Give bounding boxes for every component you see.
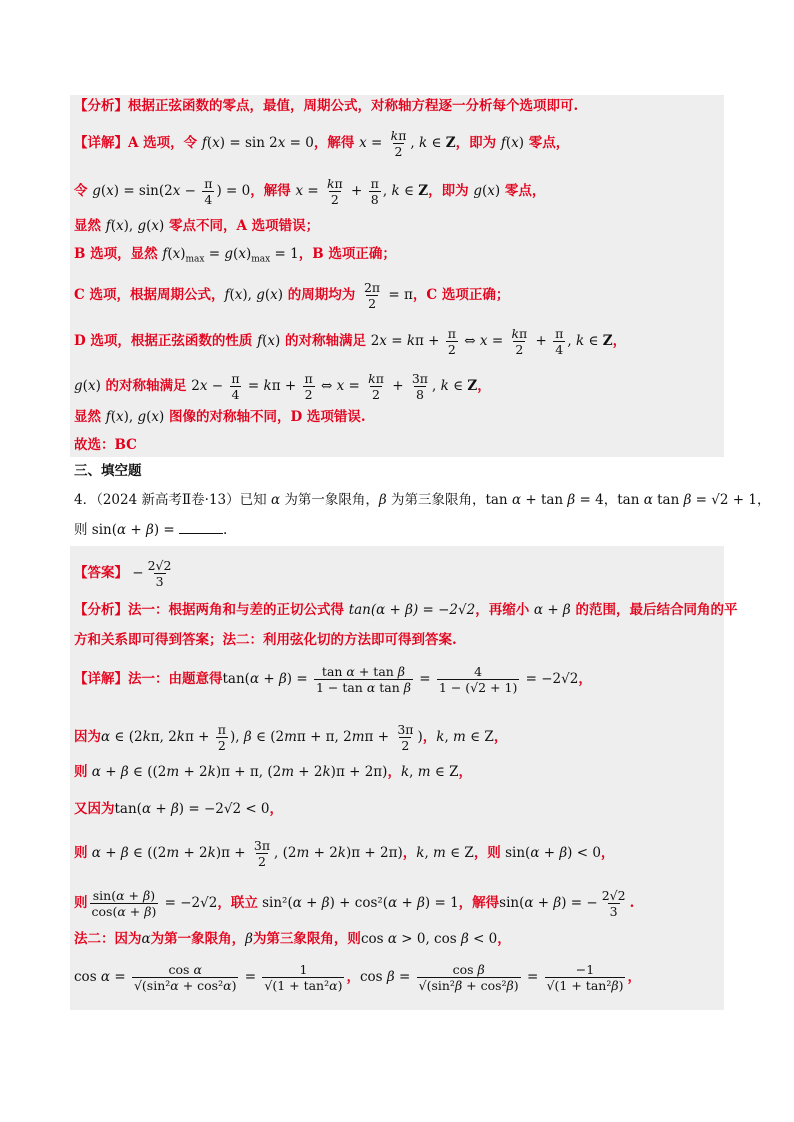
answer-line: 【答案】 − $\frac{2√2}{3}$ [74, 558, 172, 589]
detail-line-a-wrong: 显然 f(x), g(x) 零点不同，A 选项错误； [74, 218, 320, 234]
choice-line: 故选：BC [74, 437, 137, 453]
detail-line-d-wrong: 显然 f(x), g(x) 图像的对称轴不同，D 选项错误. [74, 409, 366, 425]
section-title: 三、填空题 [74, 463, 142, 479]
detail2-line-7: 法二：因为α为第一象限角，β为第三象限角，则cos α > 0, cos β < 0， [74, 931, 511, 947]
detail-line-d: D 选项，根据正弦函数的性质 f(x) 的对称轴满足 2x = kπ + $\frac{\pi}{2}$ ⇔ x = $\frac{k\pi}{2}$ + $\frac{\pi}{4}$ , k ∈ Z， [74, 326, 627, 357]
detail-line-g-zero: 令 g(x) = sin(2x − $\frac{\pi}{4}$ ) = 0，解得 x = $\frac{k\pi}{2}$ + $\frac{\pi}{8}$ , k ∈ Z，即为 g(x) 零点， [74, 176, 546, 207]
detail2-line-5: 则 α + β ∈ ((2m + 2k)π + $\frac{3\pi}{2}$ , (2m + 2k)π + 2π)，k, m ∈ Z，则 sin(α + β) < 0， [74, 838, 615, 869]
detail-line-a: 【详解】A 选项，令 f(x) = sin 2x = 0，解得 x = $\frac{k\pi}{2}$ , k ∈ Z，即为 f(x) 零点， [74, 128, 570, 159]
detail2-line-2: 因为α ∈ (2kπ, 2kπ + $\frac{\pi}{2}$ ), β ∈ (2mπ + π, 2mπ + $\frac{3\pi}{2}$ )，k, m ∈ Z， [74, 722, 508, 753]
detail-line-b: B 选项，显然 $f(x)_{max} = g(x)_{max} = 1$，B 选项正确； [74, 246, 396, 265]
detail-line-c: C 选项，根据周期公式，f(x), g(x) 的周期均为 $\frac{2\pi}{2}$ = π，C 选项正确； [74, 280, 510, 311]
detail2-line-8: cos α = $\frac{\text{cos α}}{\text{√(sin²α + cos²α)}}$ = $\frac{1}{\text{√(1 + tan²α)}}$ ，cos β = $\frac{\text{cos β}}{\text{√(sin²β + cos²β)}}$ = $\frac{-1}{\text{√(1 + tan²β)}}$ ， [74, 962, 641, 993]
analysis-line: 【分析】根据正弦函数的零点，最值，周期公式，对称轴方程逐一分析每个选项即可. [74, 98, 579, 114]
question-line-1: 4．（2024 新高考Ⅱ卷·13）已知 α 为第一象限角，β 为第三象限角，tan α + tan β = 4，tan α tan β = √2 + 1， [74, 492, 771, 508]
detail2-line-3: 则 α + β ∈ ((2m + 2k)π + π, (2m + 2k)π + 2π)，k, m ∈ Z， [74, 764, 472, 780]
analysis2-line-1: 【分析】法一：根据两角和与差的正切公式得 tan(α + β) = −2√2，再缩小 α + β 的范围，最后结合同角的平 [74, 602, 738, 618]
detail-line-g-axis: g(x) 的对称轴满足 2x − $\frac{\pi}{4}$ = kπ + $\frac{\pi}{2}$ ⇔ x = $\frac{k\pi}{2}$ + $\frac{3\pi}{8}$ , k ∈ Z， [74, 371, 491, 402]
detail2-line-4: 又因为tan(α + β) = −2√2 < 0， [74, 801, 284, 817]
detail2-line-6: 则 $\frac{\sin(\alpha + \beta)}{\cos(\alpha + \beta)}$ = −2√2，联立 sin²(α + β) + cos²(α + β) = 1，解得sin(α + β) = − $\frac{2√2}{3}$ . [74, 888, 635, 919]
detail2-line-1: 【详解】法一：由题意得tan(α + β) = $\frac{\text{tan α + tan β}}{\text{1 − tan α tan β}}$ = $\frac{4}{1 - (√2 + 1)}$ = −2√2， [74, 664, 592, 695]
analysis2-line-2: 方和关系即可得到答案；法二：利用弦化切的方法即可得到答案. [74, 632, 457, 648]
question-line-2: 则 sin(α + β) = . [74, 522, 228, 538]
